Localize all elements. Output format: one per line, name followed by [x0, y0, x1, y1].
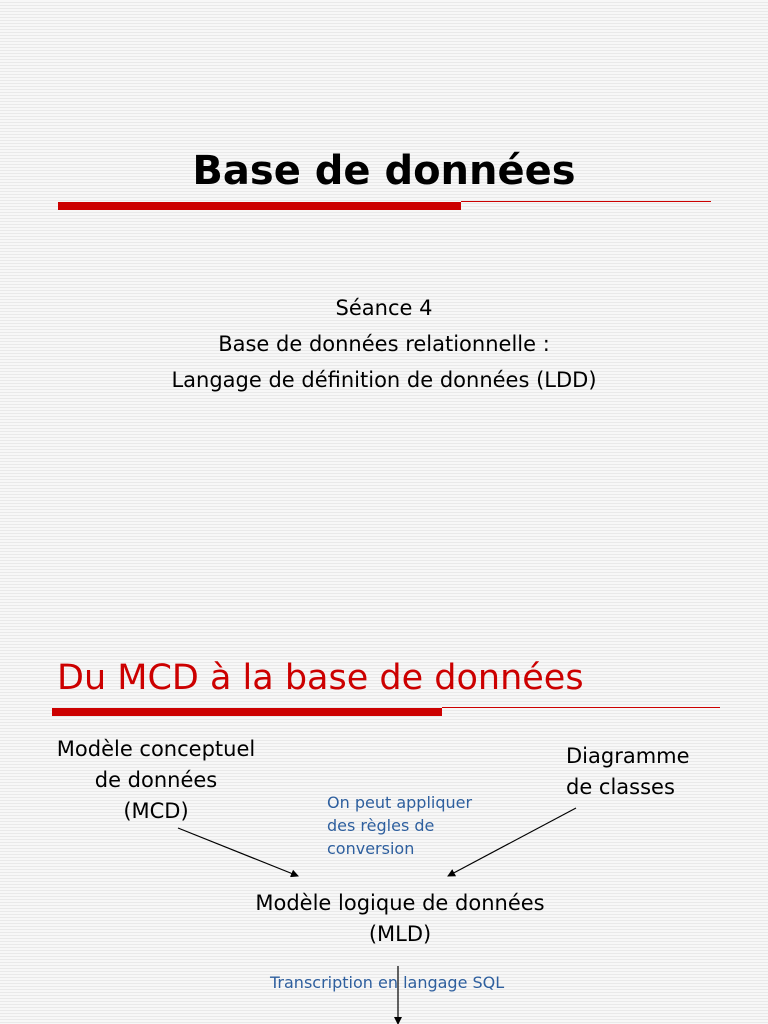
slide-title-heading: Base de données — [192, 148, 576, 194]
arrow-diagram-to-mld — [448, 808, 576, 876]
conversion-note: On peut appliquer des règles de conversion — [327, 793, 473, 858]
title-underline-thick — [58, 202, 461, 210]
title-underline-thin — [461, 201, 711, 202]
mld-label: Modèle logique de données (MLD) — [255, 891, 545, 946]
subtitle-line-ldd: Langage de définition de données (LDD) — [171, 368, 597, 392]
slide2-heading: Du MCD à la base de données — [57, 658, 584, 698]
mcd-label: Modèle conceptuel de données (MCD) — [56, 737, 256, 823]
class-diagram-label: Diagramme de classes — [566, 744, 690, 799]
arrow-mcd-to-mld — [178, 828, 298, 876]
slide-mcd-to-db — [0, 620, 768, 1024]
subtitle-line-session: Séance 4 — [335, 296, 433, 320]
sql-transcription-note: Transcription en langage SQL — [270, 973, 505, 992]
flow-arrows — [0, 620, 768, 1024]
subtitle-line-topic: Base de données relationnelle : — [218, 332, 550, 356]
subtitle-block — [0, 290, 768, 398]
